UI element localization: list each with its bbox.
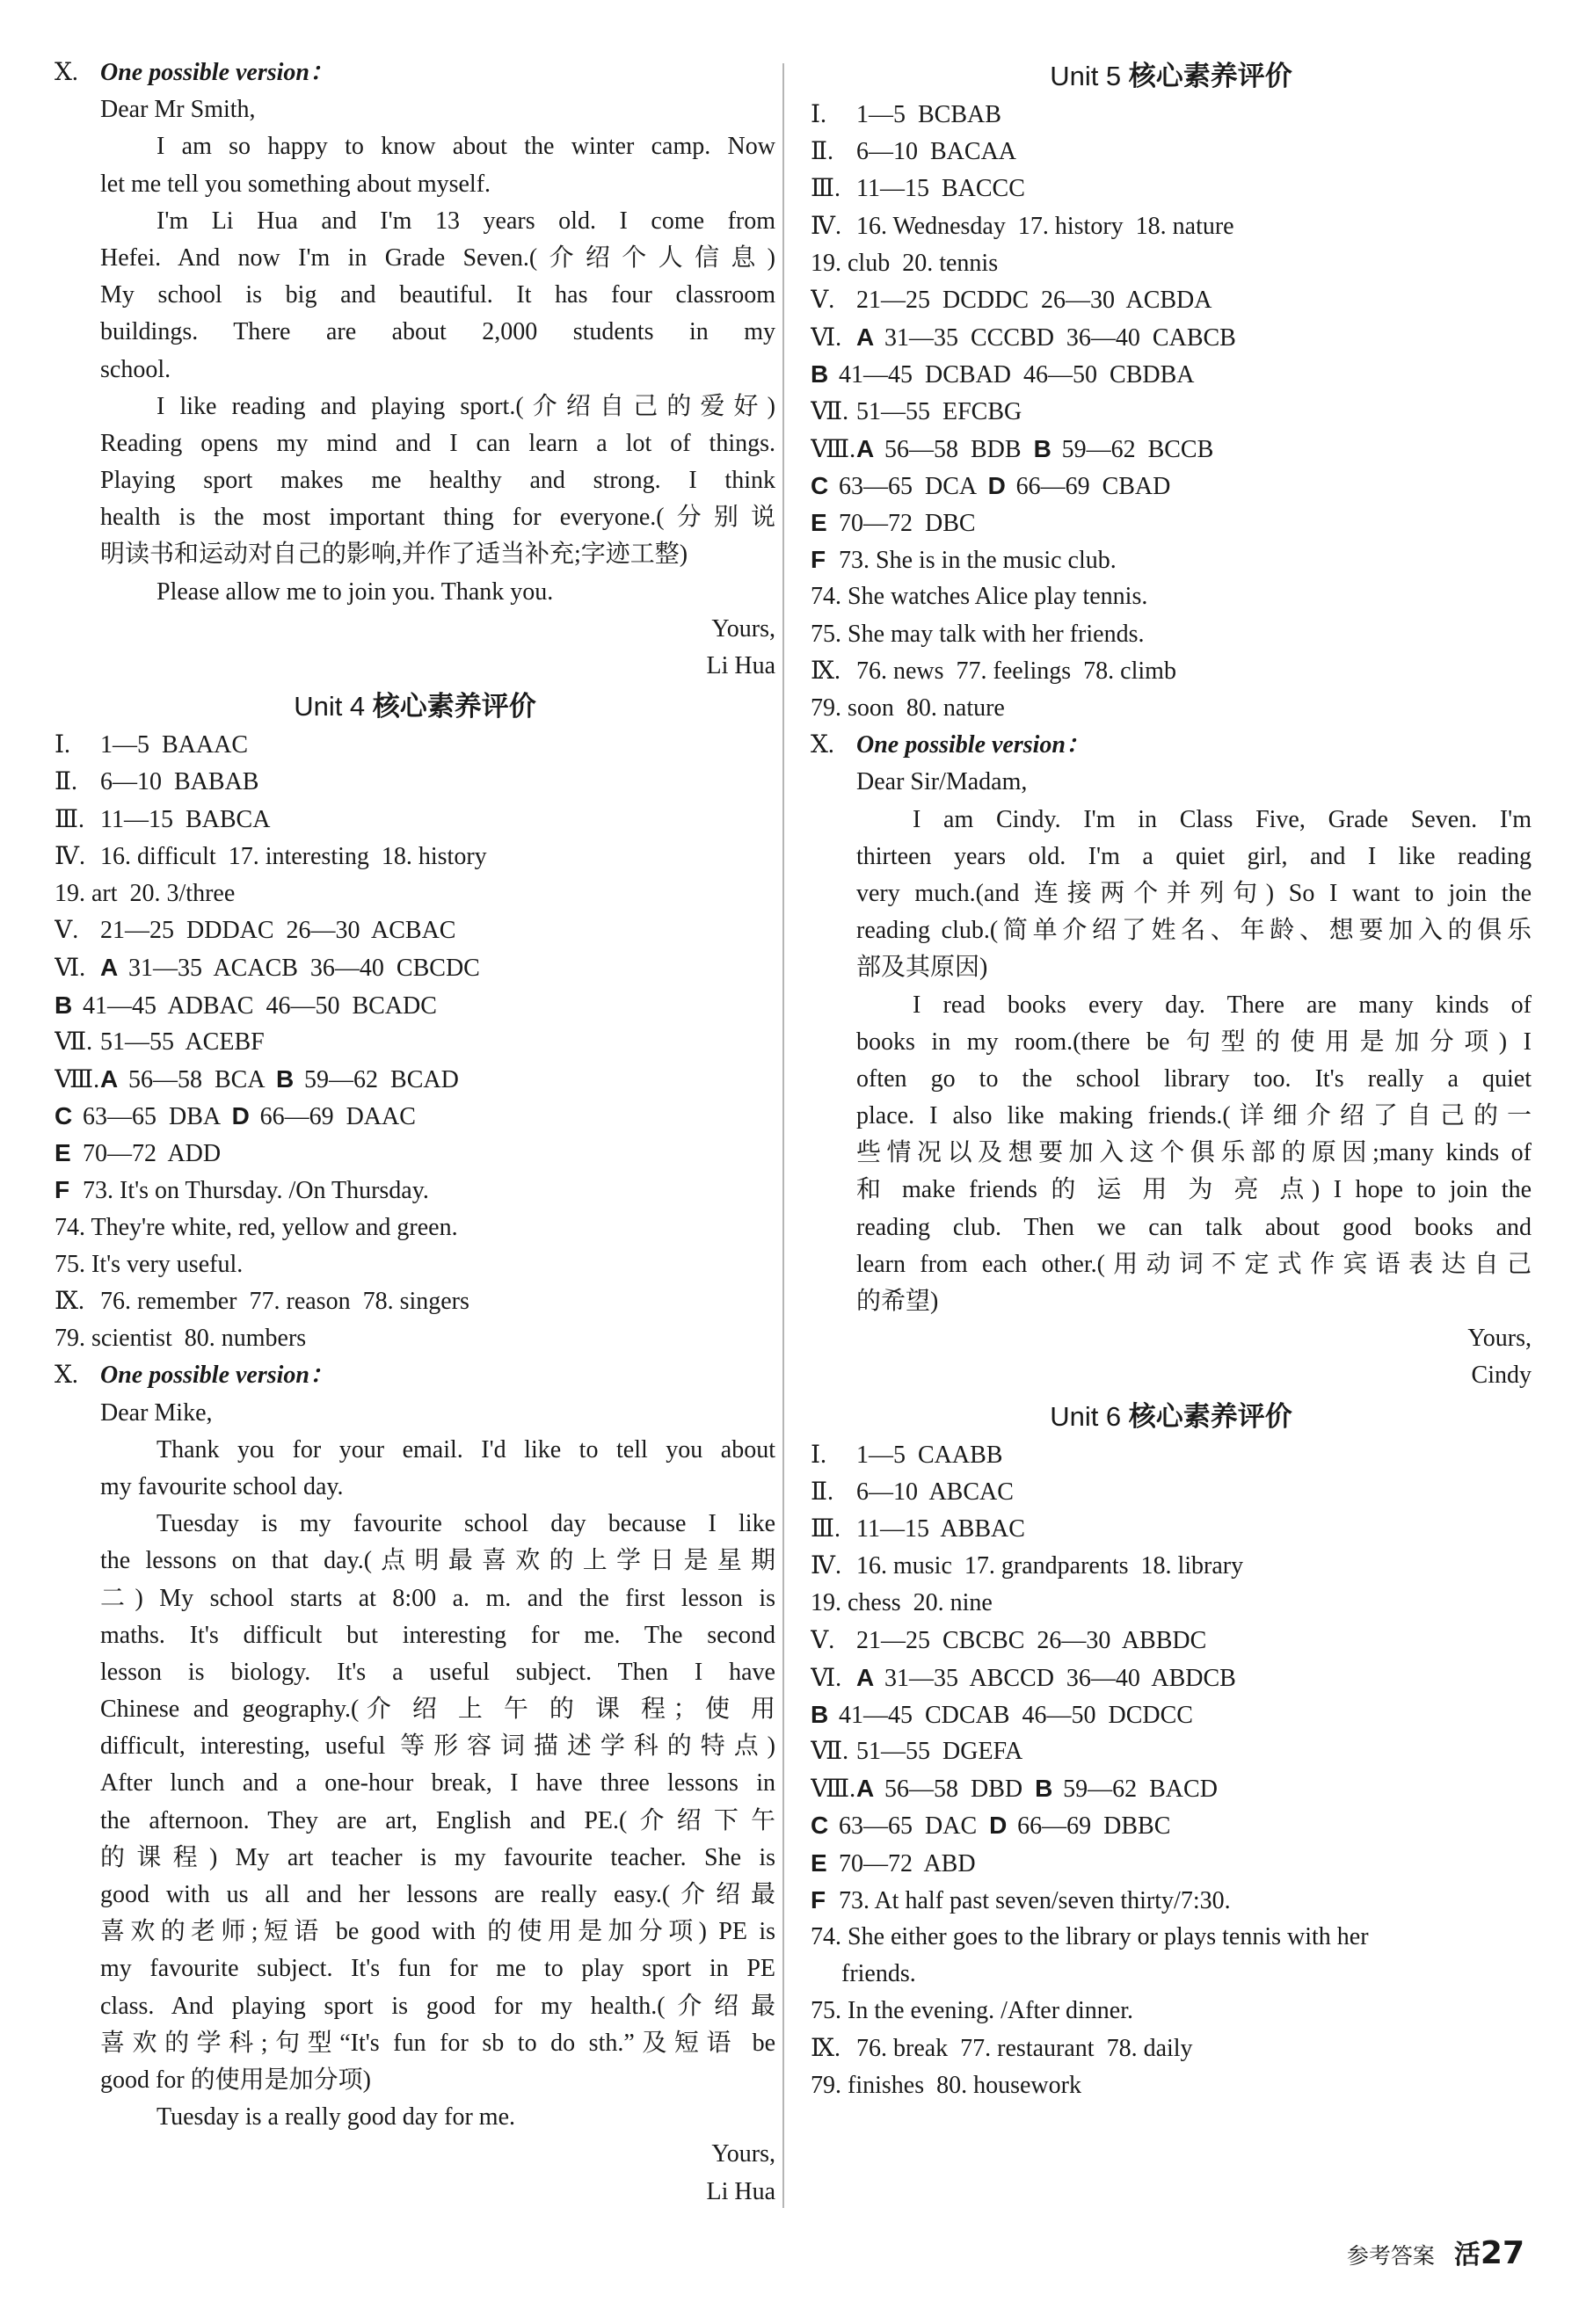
answer-text: 11—15 BACCC <box>856 175 1025 203</box>
answer-line <box>811 1770 1532 1807</box>
answer-line <box>811 356 1532 393</box>
unit-title-cn: 核心素养评价 <box>372 691 536 723</box>
paragraph-line: 和 make friends 的 运 用 为 亮 点) I hope to join the <box>856 1176 1532 1204</box>
section-number: Ⅶ. <box>811 397 849 425</box>
answer-text: 59—62 BACD <box>1063 1776 1218 1804</box>
answer-line <box>811 1956 1532 1993</box>
part-letter: A <box>856 1775 875 1803</box>
answer-text: 76. news 77. feelings 78. climb <box>856 657 1176 685</box>
answer-line <box>55 1024 775 1061</box>
answer-line <box>811 282 1532 319</box>
paragraph-line: place. I also like making friends.(详细介绍了自己的一 <box>856 1102 1532 1130</box>
paragraph-line: thirteen years old. I'm a quiet girl, and I like reading <box>856 842 1532 870</box>
section-number: Ⅶ. <box>55 1028 93 1056</box>
answer-line <box>811 431 1532 468</box>
paragraph-line: buildings. There are about 2,000 students in my <box>100 318 775 346</box>
section-number: Ⅳ. <box>811 212 841 240</box>
unit-title-cn: 核心素养评价 <box>1128 61 1292 92</box>
writing-heading <box>811 727 1532 764</box>
part-letter: C <box>811 1812 829 1840</box>
section-number: Ⅲ. <box>811 175 841 203</box>
answer-line <box>811 319 1532 356</box>
answer-line <box>811 468 1532 505</box>
answer-line <box>811 616 1532 653</box>
paragraph-line: 喜欢的老师;短语 be good with 的使用是加分项) PE is <box>100 1918 775 1946</box>
letter-closing: Yours, <box>711 2140 775 2168</box>
answer-text: 73. It's on Thursday. /On Thursday. <box>83 1177 429 1205</box>
section-number: Ⅵ. <box>811 1664 842 1692</box>
paragraph-line: 喜欢的学科;句型“It's fun for sb to do sth.”及短语 be <box>100 2029 775 2057</box>
part-letter: B <box>276 1064 295 1093</box>
version-label: One possible version： <box>100 59 335 86</box>
answer-text: 76. remember 77. reason 78. singers <box>100 1288 469 1315</box>
answer-text: 70—72 DBC <box>839 510 976 538</box>
answer-text: 21—25 DDDAC 26—30 ACBAC <box>100 917 456 945</box>
part-letter: A <box>100 954 119 982</box>
answer-text: 66—69 CBAD <box>1015 472 1171 500</box>
answer-line <box>55 1135 775 1172</box>
answer-line <box>55 802 775 839</box>
part-letter: F <box>55 1176 70 1204</box>
section-number: Ⅸ. <box>811 657 841 685</box>
answer-line <box>55 1209 775 1246</box>
letter-paragraph <box>100 203 775 389</box>
page-number: 活27 <box>1453 2235 1524 2271</box>
answer-line <box>55 839 775 875</box>
letter-paragraph: Tuesday is a really good day for me. <box>156 2103 515 2132</box>
answer-text: 70—72 ABD <box>839 1849 976 1877</box>
paragraph-line: Reading opens my mind and I can learn a lot of things. <box>100 429 775 457</box>
answer-line <box>811 1623 1532 1659</box>
answer-text: 56—58 BDB <box>884 435 1034 463</box>
answer-text: 19. club 20. tennis <box>811 249 999 277</box>
answer-line <box>811 2067 1532 2104</box>
paragraph-line: Thank you for your email. I'd like to tell you about <box>156 1435 775 1463</box>
part-letter: B <box>1033 434 1051 462</box>
answer-text: 51—55 EFCBG <box>856 397 1022 425</box>
paragraph-line: very much.(and 连接两个并列句) So I want to join the <box>856 879 1532 907</box>
paragraph-line: school. <box>100 355 171 383</box>
paragraph-line: class. And playing sport is good for my health.(介绍最 <box>100 1992 775 2020</box>
letter-closing: Yours, <box>711 614 775 643</box>
section-number: Ⅴ. <box>55 917 79 945</box>
part-letter: E <box>55 1139 71 1167</box>
paragraph-line: 的课程) My art teacher is my favourite teacher. She is <box>100 1843 775 1871</box>
answer-line <box>811 97 1532 134</box>
answer-text: 6—10 ABCAC <box>856 1478 1014 1506</box>
section-number: Ⅲ. <box>811 1514 841 1543</box>
paragraph-line: lesson is biology. It's a useful subject. Then I have <box>100 1658 775 1686</box>
answer-line <box>55 912 775 949</box>
answer-line <box>55 1172 775 1209</box>
answer-line <box>811 171 1532 207</box>
answer-text: 59—62 BCAD <box>304 1065 459 1093</box>
answer-line <box>811 505 1532 541</box>
part-letter: A <box>856 323 875 352</box>
version-label: One possible version： <box>100 1362 335 1390</box>
answer-text: 73. At half past seven/seven thirty/7:30. <box>839 1886 1231 1914</box>
part-letter: C <box>55 1102 73 1130</box>
section-number: Ⅰ. <box>55 731 71 759</box>
answer-text: 51—55 ACEBF <box>100 1028 265 1056</box>
answer-line <box>55 949 775 986</box>
answer-line <box>811 394 1532 431</box>
right-column <box>811 54 1532 2104</box>
answer-text: 79. finishes 80. housework <box>811 2071 1081 2099</box>
answer-text: 63—65 DBA <box>83 1103 232 1131</box>
section-number: Ⅸ. <box>55 1288 85 1315</box>
answer-text: 19. chess 20. nine <box>811 1589 993 1617</box>
answer-line <box>55 1246 775 1283</box>
answer-text: 74. She watches Alice play tennis. <box>811 583 1148 611</box>
part-letter: B <box>811 1700 829 1728</box>
answer-text: 21—25 DCDDC 26—30 ACBDA <box>856 286 1212 314</box>
paragraph-line: 的希望) <box>856 1288 939 1315</box>
answer-text: 56—58 DBD <box>884 1776 1036 1804</box>
section-number: Ⅰ. <box>811 1441 827 1469</box>
answer-text: 73. She is in the music club. <box>839 547 1117 575</box>
answer-text: 63—65 DAC <box>839 1812 990 1841</box>
answer-text: 11—15 ABBAC <box>856 1514 1025 1543</box>
paragraph-line: my favourite subject. It's fun for me to play sport in PE <box>100 1955 775 1983</box>
letter-paragraph <box>100 389 775 574</box>
unit-title-en: Unit 4 <box>294 691 366 723</box>
answer-text: 16. music 17. grandparents 18. library <box>856 1552 1244 1580</box>
paragraph-line: good for 的使用是加分项) <box>100 2066 371 2094</box>
paragraph-line: learn from each other.(用动词不定式作宾语表达自己 <box>856 1250 1532 1278</box>
answer-line <box>811 208 1532 245</box>
letter-paragraph <box>100 128 775 202</box>
answer-text: 6—10 BABAB <box>100 768 259 796</box>
answer-line <box>811 1696 1532 1733</box>
answer-line <box>811 1659 1532 1696</box>
answer-text: 51—55 DGEFA <box>856 1738 1023 1766</box>
answer-text: 63—65 DCA <box>839 472 988 500</box>
answer-line <box>811 653 1532 690</box>
section-number: Ⅱ. <box>55 768 78 796</box>
section-number: Ⅷ. <box>811 435 856 463</box>
paragraph-line: 明读书和运动对自己的影响,并作了适当补充;字迹工整) <box>100 541 688 569</box>
answer-line <box>55 1283 775 1320</box>
part-letter: D <box>989 1812 1008 1840</box>
answer-text: 41—45 CDCAB 46—50 DCDCC <box>839 1701 1193 1729</box>
part-letter: C <box>811 471 829 499</box>
answer-line <box>811 541 1532 578</box>
paragraph-line: I read books every day. There are many kinds of <box>913 991 1532 1019</box>
section-number: Ⅸ. <box>811 2034 841 2062</box>
paragraph-line: I'm Li Hua and I'm 13 years old. I come from <box>156 207 775 235</box>
answer-text: 21—25 CBCBC 26—30 ABBDC <box>856 1626 1207 1654</box>
answer-line <box>811 1474 1532 1511</box>
answer-text: 76. break 77. restaurant 78. daily <box>856 2034 1193 2062</box>
section-number: Ⅱ. <box>811 138 834 166</box>
part-letter: D <box>231 1102 250 1130</box>
unit-title <box>55 686 775 727</box>
answer-text: 6—10 BACAA <box>856 138 1017 166</box>
answer-text: 70—72 ADD <box>83 1140 222 1168</box>
answer-text: 56—58 BCA <box>128 1065 277 1093</box>
part-letter: A <box>856 1663 875 1691</box>
letter-paragraph <box>100 1432 775 1506</box>
answer-line <box>811 1993 1532 2030</box>
part-letter: D <box>987 471 1006 499</box>
letter-closing: Yours, <box>1467 1325 1532 1353</box>
part-letter: A <box>100 1064 119 1093</box>
answer-text: 31—35 CCCBD 36—40 CABCB <box>884 324 1236 352</box>
answer-line <box>811 245 1532 282</box>
answer-text: 41—45 DCBAD 46—50 CBDBA <box>839 361 1195 389</box>
section-number: Ⅶ. <box>811 1738 849 1766</box>
version-label: One possible version： <box>856 731 1091 759</box>
answer-text: 41—45 ADBAC 46—50 BCADC <box>83 991 437 1020</box>
answer-line <box>811 2030 1532 2067</box>
answer-text: 1—5 BCBAB <box>856 101 1001 128</box>
letter-paragraph <box>856 802 1532 987</box>
paragraph-line: 些情况以及想要加入这个俱乐部的原因;many kinds of <box>856 1139 1532 1167</box>
answer-line <box>811 578 1532 615</box>
answer-text: 79. soon 80. nature <box>811 694 1005 722</box>
answer-text: 75. In the evening. /After dinner. <box>811 1997 1134 2025</box>
letter-paragraph <box>100 1506 775 2099</box>
answer-line <box>811 1733 1532 1770</box>
section-number: Ⅵ. <box>55 955 86 983</box>
writing-heading <box>55 54 775 91</box>
footer-label: 参考答案 <box>1346 2243 1435 2269</box>
answer-text: 16. difficult 17. interesting 18. history <box>100 842 487 870</box>
section-number: Ⅳ. <box>55 842 85 870</box>
part-letter: E <box>811 1848 827 1877</box>
section-number: Ⅹ. <box>811 731 834 759</box>
paragraph-line: My school is big and beautiful. It has four classroom <box>100 281 775 309</box>
paragraph-line: maths. It's difficult but interesting for me. The second <box>100 1621 775 1649</box>
unit-title <box>811 56 1532 97</box>
unit-title <box>811 1397 1532 1437</box>
answer-line <box>55 1098 775 1135</box>
answer-line <box>811 1511 1532 1548</box>
letter-greeting: Dear Mike, <box>100 1398 213 1427</box>
answer-line <box>55 1320 775 1357</box>
answer-line <box>55 987 775 1024</box>
paragraph-line: After lunch and a one-hour break, I have three lessons in <box>100 1769 775 1797</box>
paragraph-line: Playing sport makes me healthy and strong. I think <box>100 467 775 495</box>
answer-text: 74. They're white, red, yellow and green. <box>55 1213 458 1241</box>
page-footer <box>1347 2233 1524 2275</box>
left-column <box>55 54 775 2211</box>
paragraph-line: Chinese and geography.(介 绍 上 午 的 课 程；使 用 <box>100 1696 775 1724</box>
answer-text: 59—62 BCCB <box>1061 435 1214 463</box>
answer-text: friends. <box>811 1960 916 1988</box>
answer-text: 31—35 ABCCD 36—40 ABDCB <box>884 1664 1236 1692</box>
section-number: Ⅴ. <box>811 1626 835 1654</box>
paragraph-line: the lessons on that day.(点明最喜欢的上学日是星期 <box>100 1547 775 1575</box>
part-letter: F <box>811 1885 826 1914</box>
unit-title-en: Unit 6 <box>1050 1400 1122 1432</box>
unit-title-cn: 核心素养评价 <box>1128 1400 1292 1433</box>
part-letter: E <box>811 509 827 537</box>
letter-signature: Cindy <box>1471 1362 1532 1390</box>
answer-line <box>811 1807 1532 1844</box>
part-letter: B <box>1035 1775 1053 1803</box>
answer-line <box>811 1919 1532 1956</box>
answer-line <box>55 1061 775 1098</box>
answer-text: 1—5 BAAAC <box>100 731 249 759</box>
answer-line <box>811 1882 1532 1919</box>
answer-line <box>811 1845 1532 1882</box>
column-divider <box>782 63 784 2208</box>
answer-text: 31—35 ACACB 36—40 CBCDC <box>128 955 480 983</box>
section-number: Ⅵ. <box>811 324 842 352</box>
unit-title-en: Unit 5 <box>1050 61 1122 91</box>
paragraph-line: 部及其原因) <box>856 954 988 982</box>
letter-greeting: Dear Sir/Madam, <box>856 768 1028 796</box>
answer-text: 19. art 20. 3/three <box>55 879 236 907</box>
answer-text: 11—15 BABCA <box>100 805 271 833</box>
paragraph-line: the afternoon. They are art, English and PE.(介绍下午 <box>100 1806 775 1834</box>
section-number: Ⅹ. <box>55 1362 78 1390</box>
paragraph-line: Tuesday is my favourite school day because I like <box>156 1510 775 1538</box>
answer-text: 74. She either goes to the library or plays tennis with her <box>811 1923 1369 1950</box>
answer-text: 79. scientist 80. numbers <box>55 1325 307 1353</box>
section-number: Ⅱ. <box>811 1478 834 1506</box>
section-number: Ⅲ. <box>55 805 85 833</box>
answer-line <box>811 1437 1532 1474</box>
answer-line <box>811 690 1532 727</box>
letter-paragraph <box>856 987 1532 1321</box>
paragraph-line: let me tell you something about myself. <box>100 170 491 198</box>
paragraph-line: I am so happy to know about the winter camp. Now <box>156 133 775 161</box>
paragraph-line: difficult, interesting, useful 等形容词描述学科的特点) <box>100 1732 775 1761</box>
paragraph-line: health is the most important thing for everyone.(分别说 <box>100 504 775 532</box>
writing-heading <box>55 1357 775 1394</box>
section-number: Ⅴ. <box>811 286 835 314</box>
answer-text: 66—69 DAAC <box>259 1103 416 1131</box>
paragraph-line: reading club. Then we can talk about good books and <box>856 1213 1532 1241</box>
answer-text: 75. It's very useful. <box>55 1250 244 1278</box>
part-letter: B <box>811 360 829 389</box>
paragraph-line: books in my room.(there be 句型的使用是加分项) I <box>856 1028 1532 1056</box>
letter-signature: Li Hua <box>706 2177 775 2205</box>
paragraph-line: good with us all and her lessons are really easy.(介绍最 <box>100 1881 775 1908</box>
answer-text: 1—5 CAABB <box>856 1441 1003 1469</box>
section-number: Ⅰ. <box>811 101 827 128</box>
answer-line <box>55 875 775 912</box>
letter-signature: Li Hua <box>706 652 775 679</box>
paragraph-line: Hefei. And now I'm in Grade Seven.(介绍个人信息) <box>100 243 775 272</box>
paragraph-line: reading club.(简单介绍了姓名、年龄、想要加入的俱乐 <box>856 917 1532 945</box>
letter-paragraph: Please allow me to join you. Thank you. <box>156 577 554 606</box>
part-letter: F <box>811 546 826 574</box>
part-letter: A <box>856 434 875 462</box>
paragraph-line: my favourite school day. <box>100 1472 344 1500</box>
answer-line <box>55 727 775 764</box>
section-number: Ⅳ. <box>811 1552 841 1580</box>
section-number: Ⅷ. <box>55 1065 100 1093</box>
part-letter: B <box>55 991 73 1019</box>
paragraph-line: often go to the school library too. It's really a quiet <box>856 1064 1532 1093</box>
paragraph-line: I am Cindy. I'm in Class Five, Grade Seven. I'm <box>913 805 1532 833</box>
answer-text: 75. She may talk with her friends. <box>811 620 1145 648</box>
answer-line <box>811 134 1532 171</box>
section-number: Ⅷ. <box>811 1776 856 1804</box>
section-number: Ⅹ. <box>55 59 78 86</box>
paragraph-line: 二) My school starts at 8:00 a. m. and the first lesson is <box>100 1584 775 1612</box>
letter-greeting: Dear Mr Smith, <box>100 96 256 124</box>
answer-text: 66—69 DBBC <box>1017 1812 1171 1841</box>
answer-line <box>811 1585 1532 1622</box>
answer-text: 16. Wednesday 17. history 18. nature <box>856 212 1234 240</box>
paragraph-line: I like reading and playing sport.(介绍自己的爱好) <box>156 392 775 420</box>
answer-line <box>55 764 775 801</box>
answer-line <box>811 1548 1532 1585</box>
